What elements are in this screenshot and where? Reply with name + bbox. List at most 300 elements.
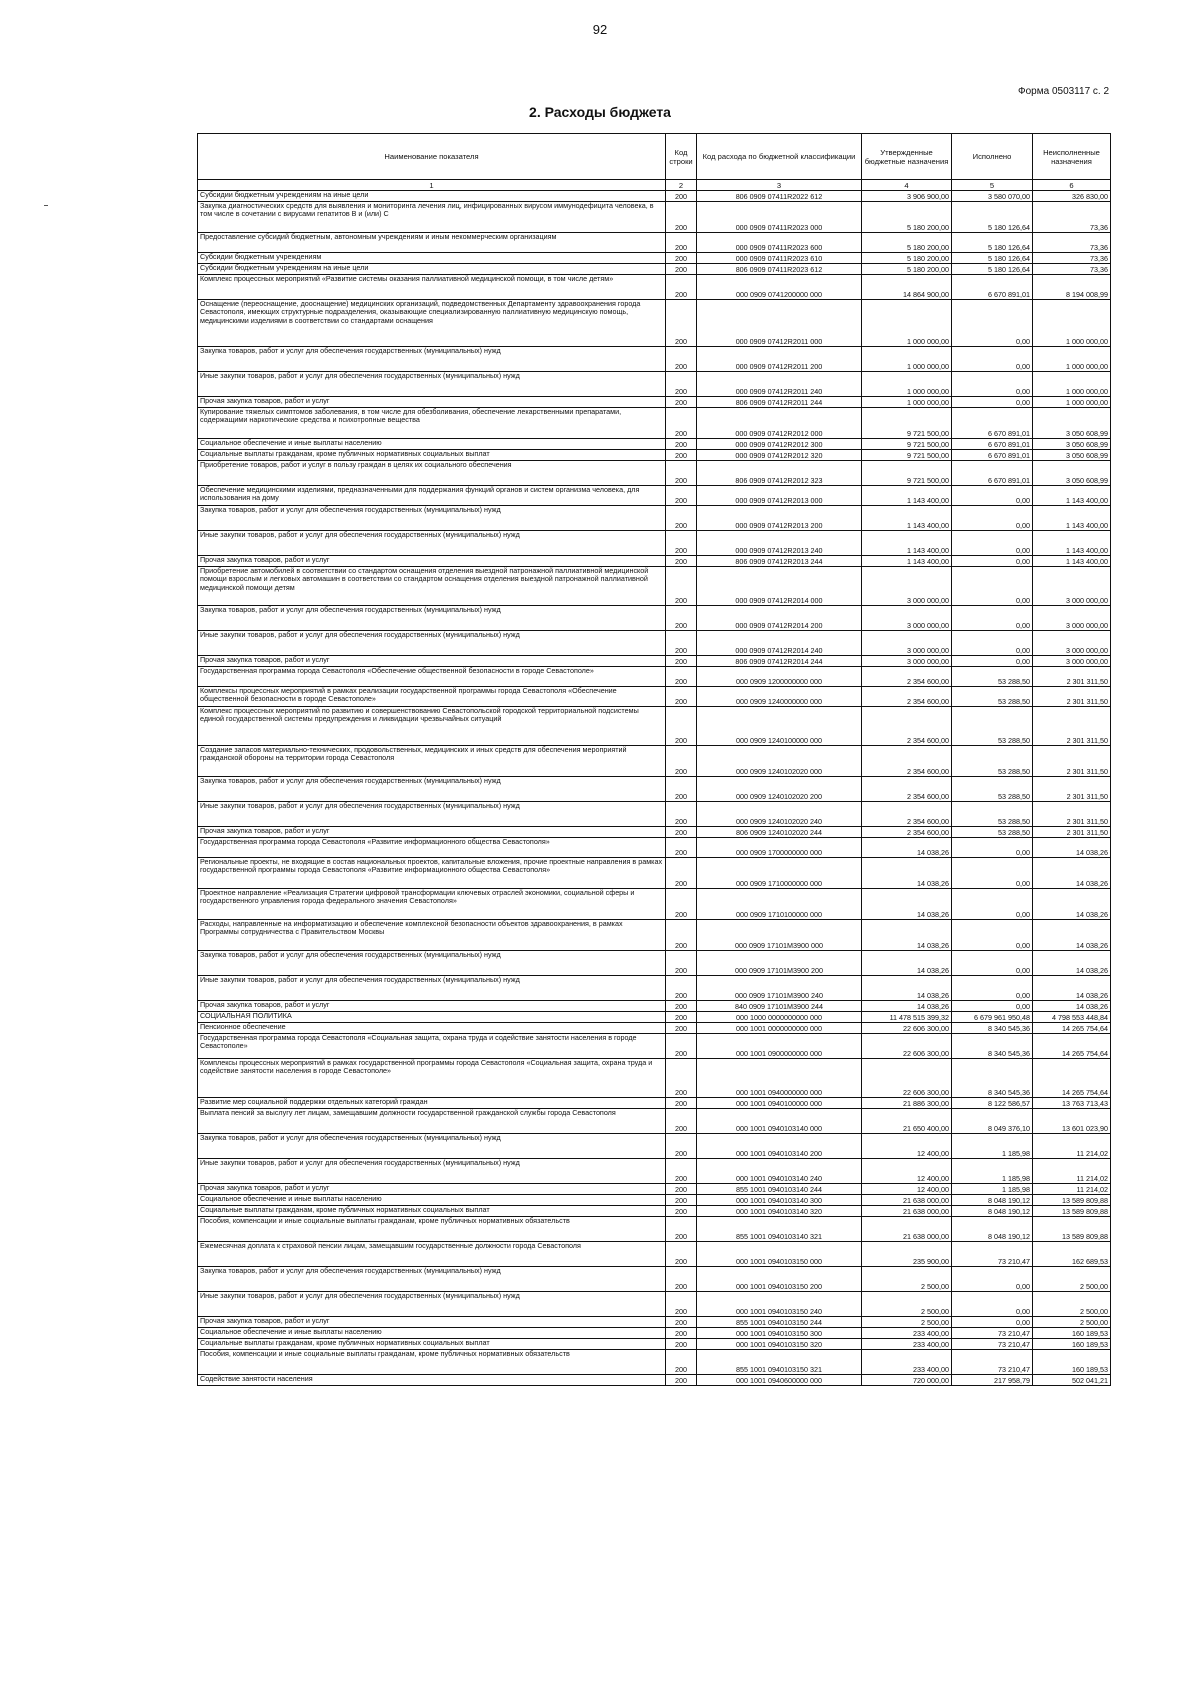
row-unexecuted-cell: 11 214,02: [1033, 1134, 1111, 1159]
row-line-code-cell: 200: [666, 233, 697, 253]
row-line-code-cell: 200: [666, 1217, 697, 1242]
row-name-cell: Пособия, компенсации и иные социальные выплаты гражданам, кроме публичных нормативных обязательств: [198, 1350, 666, 1375]
row-approved-cell: 3 000 000,00: [862, 567, 952, 606]
header-approved: Утвержденные бюджетные назначения: [862, 134, 952, 180]
row-approved-cell: 2 500,00: [862, 1317, 952, 1328]
row-unexecuted-cell: 3 000 000,00: [1033, 656, 1111, 667]
row-name-cell: Приобретение товаров, работ и услуг в пользу граждан в целях их социального обеспечения: [198, 461, 666, 486]
column-number: 6: [1033, 180, 1111, 191]
row-budget-code-cell: 000 0909 07411R2023 610: [697, 253, 862, 264]
row-approved-cell: 3 000 000,00: [862, 606, 952, 631]
row-executed-cell: 0,00: [952, 1001, 1033, 1012]
column-number: 3: [697, 180, 862, 191]
row-name-cell: Закупка товаров, работ и услуг для обеспечения государственных (муниципальных) нужд: [198, 347, 666, 372]
row-budget-code-cell: 000 1001 0940103150 320: [697, 1339, 862, 1350]
row-line-code-cell: 200: [666, 1317, 697, 1328]
row-line-code-cell: 200: [666, 300, 697, 347]
row-executed-cell: 0,00: [952, 556, 1033, 567]
row-budget-code-cell: 000 0909 1240102020 200: [697, 777, 862, 802]
row-approved-cell: 3 000 000,00: [862, 656, 952, 667]
row-approved-cell: 14 038,26: [862, 951, 952, 976]
row-budget-code-cell: 000 0909 17101М3900 200: [697, 951, 862, 976]
table-row: [198, 606, 1111, 631]
row-budget-code-cell: 000 0909 07411R2023 600: [697, 233, 862, 253]
row-approved-cell: 1 000 000,00: [862, 372, 952, 397]
row-unexecuted-cell: 3 000 000,00: [1033, 631, 1111, 656]
row-name-cell: Комплексы процессных мероприятий в рамках государственной программы города Севастополя «Социальная защита, охрана труда и содействие занятости населения в городе Севастополе»: [198, 1059, 666, 1098]
row-name-cell: Расходы, направленные на информатизацию и обеспечение комплексной безопасности объектов здравоохранения, в рамках Программы сотрудничества с Правительством Москвы: [198, 920, 666, 951]
row-approved-cell: 2 354 600,00: [862, 707, 952, 746]
row-approved-cell: 233 400,00: [862, 1339, 952, 1350]
page-number: 92: [592, 22, 608, 37]
row-unexecuted-cell: 73,36: [1033, 202, 1111, 233]
row-executed-cell: 6 670 891,01: [952, 275, 1033, 300]
row-budget-code-cell: 000 0909 07412R2014 200: [697, 606, 862, 631]
row-executed-cell: 8 048 190,12: [952, 1217, 1033, 1242]
row-line-code-cell: 200: [666, 1059, 697, 1098]
row-unexecuted-cell: 2 301 311,50: [1033, 777, 1111, 802]
row-line-code-cell: 200: [666, 202, 697, 233]
row-name-cell: Государственная программа города Севастополя «Развитие информационного общества Севастополя»: [198, 838, 666, 858]
row-unexecuted-cell: 8 194 008,99: [1033, 275, 1111, 300]
row-executed-cell: 8 340 545,36: [952, 1059, 1033, 1098]
row-unexecuted-cell: 14 038,26: [1033, 858, 1111, 889]
row-approved-cell: 14 038,26: [862, 838, 952, 858]
row-executed-cell: 8 122 586,57: [952, 1098, 1033, 1109]
row-approved-cell: 22 606 300,00: [862, 1059, 952, 1098]
row-budget-code-cell: 000 0909 1240102020 000: [697, 746, 862, 777]
row-approved-cell: 5 180 200,00: [862, 264, 952, 275]
header-budget-code: Код расхода по бюджетной классификации: [697, 134, 862, 180]
form-code: Форма 0503117 с. 2: [1018, 86, 1110, 97]
row-line-code-cell: 200: [666, 531, 697, 556]
row-budget-code-cell: 000 0909 1240000000 000: [697, 687, 862, 707]
header-name: Наименование показателя: [198, 134, 666, 180]
row-executed-cell: 0,00: [952, 531, 1033, 556]
row-budget-code-cell: 000 1001 0940000000 000: [697, 1059, 862, 1098]
row-executed-cell: 5 180 126,64: [952, 253, 1033, 264]
table-row: [198, 1375, 1111, 1386]
row-approved-cell: 233 400,00: [862, 1350, 952, 1375]
table-row: [198, 372, 1111, 397]
table-body: [198, 191, 1111, 1386]
table-row: [198, 1317, 1111, 1328]
row-approved-cell: 3 906 900,00: [862, 191, 952, 202]
row-name-cell: Социальные выплаты гражданам, кроме публичных нормативных социальных выплат: [198, 450, 666, 461]
row-unexecuted-cell: 1 000 000,00: [1033, 397, 1111, 408]
row-executed-cell: 0,00: [952, 300, 1033, 347]
column-number-row: [198, 180, 1111, 191]
row-line-code-cell: 200: [666, 667, 697, 687]
row-executed-cell: 0,00: [952, 631, 1033, 656]
row-approved-cell: 12 400,00: [862, 1184, 952, 1195]
row-budget-code-cell: 000 1001 0940100000 000: [697, 1098, 862, 1109]
row-name-cell: Проектное направление «Реализация Стратегии цифровой трансформации ключевых отраслей экономики, социальной сферы и государственного управления города федерального значения Севастополя»: [198, 889, 666, 920]
row-line-code-cell: 200: [666, 1267, 697, 1292]
row-line-code-cell: 200: [666, 976, 697, 1001]
row-name-cell: Социальные выплаты гражданам, кроме публичных нормативных социальных выплат: [198, 1339, 666, 1350]
row-unexecuted-cell: 73,36: [1033, 253, 1111, 264]
row-executed-cell: 0,00: [952, 397, 1033, 408]
row-line-code-cell: 200: [666, 556, 697, 567]
row-unexecuted-cell: 162 689,53: [1033, 1242, 1111, 1267]
row-line-code-cell: 200: [666, 1339, 697, 1350]
row-name-cell: Комплексы процессных мероприятий в рамках реализации государственной программы города Севастополя «Обеспечение общественной безопасности в городе Севастополе»: [198, 687, 666, 707]
row-line-code-cell: 200: [666, 1159, 697, 1184]
row-line-code-cell: 200: [666, 1184, 697, 1195]
table-row: [198, 1350, 1111, 1375]
table-row: [198, 253, 1111, 264]
row-budget-code-cell: 806 0909 07412R2012 323: [697, 461, 862, 486]
row-name-cell: Закупка товаров, работ и услуг для обеспечения государственных (муниципальных) нужд: [198, 506, 666, 531]
row-budget-code-cell: 000 0909 07412R2011 000: [697, 300, 862, 347]
row-line-code-cell: 200: [666, 606, 697, 631]
row-executed-cell: 0,00: [952, 567, 1033, 606]
table-row: [198, 233, 1111, 253]
row-line-code-cell: 200: [666, 439, 697, 450]
row-name-cell: Прочая закупка товаров, работ и услуг: [198, 556, 666, 567]
row-name-cell: Иные закупки товаров, работ и услуг для обеспечения государственных (муниципальных) нужд: [198, 1159, 666, 1184]
table-row: [198, 827, 1111, 838]
row-unexecuted-cell: 2 301 311,50: [1033, 687, 1111, 707]
row-approved-cell: 235 900,00: [862, 1242, 952, 1267]
row-name-cell: Субсидии бюджетным учреждениям на иные цели: [198, 264, 666, 275]
row-executed-cell: 0,00: [952, 976, 1033, 1001]
row-approved-cell: 1 143 400,00: [862, 486, 952, 506]
row-unexecuted-cell: 2 301 311,50: [1033, 667, 1111, 687]
row-line-code-cell: 200: [666, 567, 697, 606]
row-budget-code-cell: 000 0909 07412R2013 200: [697, 506, 862, 531]
row-budget-code-cell: 806 0909 1240102020 244: [697, 827, 862, 838]
table-row: [198, 461, 1111, 486]
row-name-cell: Комплекс процессных мероприятий по развитию и совершенствованию Севастопольской городской территориальной подсистемы единой государственной системы предупреждения и ликвидации чрезвычайных ситуаций: [198, 707, 666, 746]
row-executed-cell: 5 180 126,64: [952, 233, 1033, 253]
row-unexecuted-cell: 2 301 311,50: [1033, 707, 1111, 746]
row-unexecuted-cell: 502 041,21: [1033, 1375, 1111, 1386]
row-unexecuted-cell: 14 038,26: [1033, 920, 1111, 951]
row-line-code-cell: 200: [666, 802, 697, 827]
row-line-code-cell: 200: [666, 1034, 697, 1059]
table-row: [198, 486, 1111, 506]
row-approved-cell: 2 500,00: [862, 1267, 952, 1292]
row-name-cell: Закупка товаров, работ и услуг для обеспечения государственных (муниципальных) нужд: [198, 951, 666, 976]
row-executed-cell: 0,00: [952, 858, 1033, 889]
row-line-code-cell: 200: [666, 253, 697, 264]
table-row: [198, 687, 1111, 707]
row-executed-cell: 0,00: [952, 1292, 1033, 1317]
row-unexecuted-cell: 3 050 608,99: [1033, 450, 1111, 461]
row-line-code-cell: 200: [666, 506, 697, 531]
table-row: [198, 397, 1111, 408]
row-unexecuted-cell: 160 189,53: [1033, 1328, 1111, 1339]
row-name-cell: Иные закупки товаров, работ и услуг для обеспечения государственных (муниципальных) нужд: [198, 372, 666, 397]
row-name-cell: Иные закупки товаров, работ и услуг для обеспечения государственных (муниципальных) нужд: [198, 631, 666, 656]
row-name-cell: Региональные проекты, не входящие в состав национальных проектов, капитальные вложения, прочие проектные направления в рамках государственной программы города Севастополя «Развитие информационного общества Севастополя»: [198, 858, 666, 889]
row-line-code-cell: 200: [666, 1195, 697, 1206]
row-budget-code-cell: 000 0909 07412R2011 240: [697, 372, 862, 397]
table-row: [198, 1328, 1111, 1339]
row-line-code-cell: 200: [666, 631, 697, 656]
row-unexecuted-cell: 3 050 608,99: [1033, 439, 1111, 450]
row-budget-code-cell: 000 0909 1200000000 000: [697, 667, 862, 687]
header-executed: Исполнено: [952, 134, 1033, 180]
row-line-code-cell: 200: [666, 264, 697, 275]
row-unexecuted-cell: 11 214,02: [1033, 1184, 1111, 1195]
row-budget-code-cell: 000 0909 1700000000 000: [697, 838, 862, 858]
row-line-code-cell: 200: [666, 450, 697, 461]
row-unexecuted-cell: 3 050 608,99: [1033, 408, 1111, 439]
row-name-cell: Оснащение (переоснащение, дооснащение) медицинских организаций, подведомственных Департаменту здравоохранения города Севастополя, имеющих структурные подразделения, оказывающие специализированную паллиативную медицинскую помощь, медицинскими изделиями в соответствии со стандартами оснащения: [198, 300, 666, 347]
row-unexecuted-cell: 1 000 000,00: [1033, 372, 1111, 397]
row-name-cell: Закупка товаров, работ и услуг для обеспечения государственных (муниципальных) нужд: [198, 606, 666, 631]
row-name-cell: Прочая закупка товаров, работ и услуг: [198, 1001, 666, 1012]
row-budget-code-cell: 000 0909 07412R2014 240: [697, 631, 862, 656]
row-approved-cell: 22 606 300,00: [862, 1034, 952, 1059]
row-line-code-cell: 200: [666, 1023, 697, 1034]
row-line-code-cell: 200: [666, 920, 697, 951]
row-line-code-cell: 200: [666, 838, 697, 858]
table-row: [198, 1217, 1111, 1242]
row-approved-cell: 14 038,26: [862, 976, 952, 1001]
row-approved-cell: 12 400,00: [862, 1159, 952, 1184]
row-budget-code-cell: 000 1001 0900000000 000: [697, 1034, 862, 1059]
row-executed-cell: 6 670 891,01: [952, 439, 1033, 450]
row-line-code-cell: 200: [666, 1242, 697, 1267]
row-unexecuted-cell: 14 038,26: [1033, 976, 1111, 1001]
row-line-code-cell: 200: [666, 827, 697, 838]
row-name-cell: Закупка товаров, работ и услуг для обеспечения государственных (муниципальных) нужд: [198, 1134, 666, 1159]
table-row: [198, 556, 1111, 567]
row-budget-code-cell: 000 1001 0940103140 320: [697, 1206, 862, 1217]
header-line-code: Код строки: [666, 134, 697, 180]
row-name-cell: Прочая закупка товаров, работ и услуг: [198, 1317, 666, 1328]
row-name-cell: Прочая закупка товаров, работ и услуг: [198, 1184, 666, 1195]
row-unexecuted-cell: 11 214,02: [1033, 1159, 1111, 1184]
row-executed-cell: 8 340 545,36: [952, 1034, 1033, 1059]
row-approved-cell: 2 500,00: [862, 1292, 952, 1317]
row-name-cell: Государственная программа города Севастополя «Социальная защита, охрана труда и содействие занятости населения в городе Севастополе»: [198, 1034, 666, 1059]
row-line-code-cell: 200: [666, 372, 697, 397]
row-unexecuted-cell: 14 265 754,64: [1033, 1059, 1111, 1098]
row-name-cell: Развитие мер социальной поддержки отдельных категорий граждан: [198, 1098, 666, 1109]
row-approved-cell: 12 400,00: [862, 1134, 952, 1159]
row-unexecuted-cell: 13 589 809,88: [1033, 1195, 1111, 1206]
row-name-cell: Выплата пенсий за выслугу лет лицам, замещавшим должности государственной гражданской службы города Севастополя: [198, 1109, 666, 1134]
table-row: [198, 202, 1111, 233]
row-name-cell: Предоставление субсидий бюджетным, автономным учреждениям и иным некоммерческим организациям: [198, 233, 666, 253]
row-unexecuted-cell: 1 143 400,00: [1033, 531, 1111, 556]
row-name-cell: Субсидии бюджетным учреждениям на иные цели: [198, 191, 666, 202]
row-name-cell: Закупка товаров, работ и услуг для обеспечения государственных (муниципальных) нужд: [198, 777, 666, 802]
row-approved-cell: 1 143 400,00: [862, 506, 952, 531]
row-approved-cell: 2 354 600,00: [862, 687, 952, 707]
row-unexecuted-cell: 14 038,26: [1033, 1001, 1111, 1012]
row-executed-cell: 1 185,98: [952, 1184, 1033, 1195]
row-budget-code-cell: 000 0909 07412R2011 200: [697, 347, 862, 372]
row-name-cell: Государственная программа города Севастополя «Обеспечение общественной безопасности в городе Севастополе»: [198, 667, 666, 687]
table-row: [198, 408, 1111, 439]
row-line-code-cell: 200: [666, 1292, 697, 1317]
table-row: [198, 1242, 1111, 1267]
report-title: 2. Расходы бюджета: [529, 104, 671, 120]
row-budget-code-cell: 000 1001 0940103140 240: [697, 1159, 862, 1184]
row-executed-cell: 0,00: [952, 656, 1033, 667]
row-budget-code-cell: 000 0909 1710100000 000: [697, 889, 862, 920]
row-name-cell: Закупка диагностических средств для выявления и мониторинга лечения лиц, инфицированных вирусом иммунодефицита человека, в том числе в сочетании с вирусами гепатитов B и (или) C: [198, 202, 666, 233]
row-budget-code-cell: 806 0909 07412R2013 244: [697, 556, 862, 567]
row-executed-cell: 53 288,50: [952, 802, 1033, 827]
row-executed-cell: 0,00: [952, 1317, 1033, 1328]
margin-mark: [44, 205, 48, 206]
row-budget-code-cell: 000 1001 0000000000 000: [697, 1023, 862, 1034]
table-row: [198, 667, 1111, 687]
row-budget-code-cell: 000 0909 1240100000 000: [697, 707, 862, 746]
row-name-cell: Пособия, компенсации и иные социальные выплаты гражданам, кроме публичных нормативных обязательств: [198, 1217, 666, 1242]
row-name-cell: Иные закупки товаров, работ и услуг для обеспечения государственных (муниципальных) нужд: [198, 976, 666, 1001]
row-line-code-cell: 200: [666, 397, 697, 408]
table-row: [198, 746, 1111, 777]
row-unexecuted-cell: 13 589 809,88: [1033, 1217, 1111, 1242]
row-executed-cell: 1 185,98: [952, 1159, 1033, 1184]
row-executed-cell: 6 679 961 950,48: [952, 1012, 1033, 1023]
row-approved-cell: 21 638 000,00: [862, 1206, 952, 1217]
row-name-cell: Иные закупки товаров, работ и услуг для обеспечения государственных (муниципальных) нужд: [198, 531, 666, 556]
row-line-code-cell: 200: [666, 1206, 697, 1217]
row-approved-cell: 1 143 400,00: [862, 556, 952, 567]
row-budget-code-cell: 000 0909 07412R2013 000: [697, 486, 862, 506]
row-name-cell: Ежемесячная доплата к страховой пенсии лицам, замещавшим государственные должности города Севастополя: [198, 1242, 666, 1267]
row-budget-code-cell: 000 1001 0940103150 300: [697, 1328, 862, 1339]
table-row: [198, 889, 1111, 920]
row-executed-cell: 5 180 126,64: [952, 264, 1033, 275]
table-header-row: [198, 134, 1111, 180]
table-row: [198, 531, 1111, 556]
table-row: [198, 631, 1111, 656]
row-line-code-cell: 200: [666, 1098, 697, 1109]
row-budget-code-cell: 000 0909 07412R2014 000: [697, 567, 862, 606]
row-line-code-cell: 200: [666, 191, 697, 202]
row-name-cell: Комплекс процессных мероприятий «Развитие системы оказания паллиативной медицинской помощи, в том числе детям»: [198, 275, 666, 300]
row-budget-code-cell: 840 0909 17101М3900 244: [697, 1001, 862, 1012]
row-unexecuted-cell: 2 301 311,50: [1033, 802, 1111, 827]
row-budget-code-cell: 000 0909 1710000000 000: [697, 858, 862, 889]
row-approved-cell: 2 354 600,00: [862, 827, 952, 838]
row-budget-code-cell: 000 1001 0940103140 300: [697, 1195, 862, 1206]
row-approved-cell: 14 038,26: [862, 889, 952, 920]
row-executed-cell: 6 670 891,01: [952, 408, 1033, 439]
column-number: 2: [666, 180, 697, 191]
row-line-code-cell: 200: [666, 347, 697, 372]
table-row: [198, 1023, 1111, 1034]
row-name-cell: Социальное обеспечение и иные выплаты населению: [198, 439, 666, 450]
row-approved-cell: 9 721 500,00: [862, 450, 952, 461]
row-approved-cell: 22 606 300,00: [862, 1023, 952, 1034]
row-approved-cell: 5 180 200,00: [862, 202, 952, 233]
row-unexecuted-cell: 14 038,26: [1033, 951, 1111, 976]
table-row: [198, 1098, 1111, 1109]
row-executed-cell: 6 670 891,01: [952, 450, 1033, 461]
row-approved-cell: 1 000 000,00: [862, 300, 952, 347]
row-unexecuted-cell: 13 763 713,43: [1033, 1098, 1111, 1109]
table-row: [198, 567, 1111, 606]
row-approved-cell: 1 000 000,00: [862, 397, 952, 408]
row-executed-cell: 53 288,50: [952, 777, 1033, 802]
row-approved-cell: 21 650 400,00: [862, 1109, 952, 1134]
row-executed-cell: 53 288,50: [952, 746, 1033, 777]
row-budget-code-cell: 806 0909 07412R2014 244: [697, 656, 862, 667]
row-budget-code-cell: 000 0909 07411R2023 000: [697, 202, 862, 233]
row-line-code-cell: 200: [666, 1001, 697, 1012]
row-budget-code-cell: 000 1000 0000000000 000: [697, 1012, 862, 1023]
row-line-code-cell: 200: [666, 951, 697, 976]
table-row: [198, 707, 1111, 746]
row-unexecuted-cell: 14 038,26: [1033, 838, 1111, 858]
table-row: [198, 1034, 1111, 1059]
row-executed-cell: 73 210,47: [952, 1242, 1033, 1267]
row-unexecuted-cell: 14 265 754,64: [1033, 1023, 1111, 1034]
row-executed-cell: 5 180 126,64: [952, 202, 1033, 233]
row-executed-cell: 73 210,47: [952, 1328, 1033, 1339]
row-line-code-cell: 200: [666, 1109, 697, 1134]
table-row: [198, 1001, 1111, 1012]
row-name-cell: Закупка товаров, работ и услуг для обеспечения государственных (муниципальных) нужд: [198, 1267, 666, 1292]
table-row: [198, 777, 1111, 802]
row-executed-cell: 0,00: [952, 951, 1033, 976]
row-executed-cell: 0,00: [952, 486, 1033, 506]
row-unexecuted-cell: 14 038,26: [1033, 889, 1111, 920]
table-row: [198, 656, 1111, 667]
row-budget-code-cell: 806 0909 07411R2022 612: [697, 191, 862, 202]
row-unexecuted-cell: 2 500,00: [1033, 1292, 1111, 1317]
table-row: [198, 951, 1111, 976]
row-executed-cell: 73 210,47: [952, 1339, 1033, 1350]
row-name-cell: Создание запасов материально-технических, продовольственных, медицинских и иных средств для обеспечения мероприятий гражданской обороны на территории города Севастополя: [198, 746, 666, 777]
row-unexecuted-cell: 1 143 400,00: [1033, 556, 1111, 567]
row-budget-code-cell: 000 0909 0741200000 000: [697, 275, 862, 300]
row-approved-cell: 14 864 900,00: [862, 275, 952, 300]
row-name-cell: Купирование тяжелых симптомов заболевания, в том числе для обезболивания, обеспечение лекарственными препаратами, содержащими наркотические средства и психотропные вещества: [198, 408, 666, 439]
row-unexecuted-cell: 3 050 608,99: [1033, 461, 1111, 486]
table-row: [198, 506, 1111, 531]
row-name-cell: Обеспечение медицинскими изделиями, предназначенными для поддержания функций органов и систем организма человека, для использования на дому: [198, 486, 666, 506]
row-name-cell: Иные закупки товаров, работ и услуг для обеспечения государственных (муниципальных) нужд: [198, 1292, 666, 1317]
table-row: [198, 347, 1111, 372]
row-line-code-cell: 200: [666, 889, 697, 920]
row-approved-cell: 21 638 000,00: [862, 1217, 952, 1242]
table-row: [198, 439, 1111, 450]
row-budget-code-cell: 806 0909 07411R2023 612: [697, 264, 862, 275]
row-approved-cell: 2 354 600,00: [862, 746, 952, 777]
row-executed-cell: 0,00: [952, 606, 1033, 631]
row-line-code-cell: 200: [666, 656, 697, 667]
table-row: [198, 858, 1111, 889]
row-unexecuted-cell: 13 601 023,90: [1033, 1109, 1111, 1134]
row-line-code-cell: 200: [666, 707, 697, 746]
row-executed-cell: 0,00: [952, 1267, 1033, 1292]
row-approved-cell: 1 143 400,00: [862, 531, 952, 556]
row-budget-code-cell: 855 1001 0940103150 244: [697, 1317, 862, 1328]
row-executed-cell: 53 288,50: [952, 687, 1033, 707]
row-executed-cell: 0,00: [952, 838, 1033, 858]
row-unexecuted-cell: 2 301 311,50: [1033, 827, 1111, 838]
row-line-code-cell: 200: [666, 1134, 697, 1159]
row-executed-cell: 8 340 545,36: [952, 1023, 1033, 1034]
table-row: [198, 1012, 1111, 1023]
row-budget-code-cell: 000 0909 17101М3900 000: [697, 920, 862, 951]
budget-expenses-table: [197, 133, 1111, 1386]
row-line-code-cell: 200: [666, 687, 697, 707]
row-unexecuted-cell: 13 589 809,88: [1033, 1206, 1111, 1217]
